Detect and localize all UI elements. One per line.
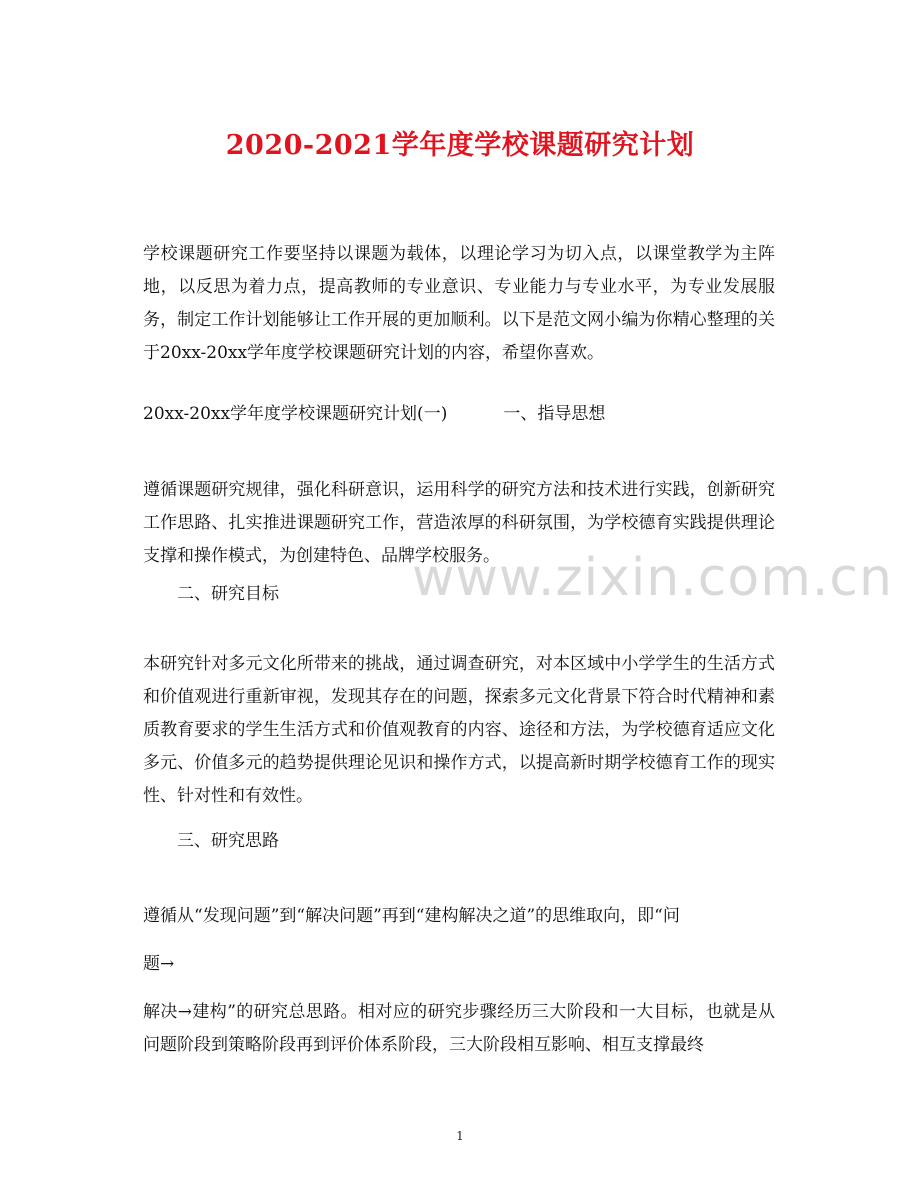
idea-paragraph-line-1: 遵循从“发现问题”到“解决问题”再到“建构解决之道”的思维取向，即“问 bbox=[143, 906, 680, 926]
section-heading-idea: 三、研究思路 bbox=[177, 831, 279, 851]
page-number: 1 bbox=[456, 1129, 464, 1143]
section-heading-goal: 二、研究目标 bbox=[177, 584, 279, 604]
watermark: www.zixin.com.cn bbox=[412, 548, 893, 608]
intro-paragraph: 学校课题研究工作要坚持以课题为载体，以理论学习为切入点，以课堂教学为主阵地，以反思为着力点，提高教师的专业意识、专业能力与专业水平，为专业发展服务，制定工作计划能够让工作开展的更加顺利。以下是范文网小编为你精心整理的关于20xx-20xx学年度学校课题研究计划的内容，希望你喜欢。 bbox=[143, 244, 775, 363]
section-heading-guiding: 一、指导思想 bbox=[503, 404, 606, 424]
guiding-paragraph: 遵循课题研究规律，强化科研意识，运用科学的研究方法和技术进行实践，创新研究工作思路、扎实推进课题研究工作，营造浓厚的科研氛围，为学校德育实践提供理论支撑和操作模式，为创建特色、品牌学校服务。 bbox=[143, 480, 775, 566]
subtitle-left: 20xx-20xx学年度学校课题研究计划(一) bbox=[143, 404, 448, 424]
idea-paragraph-line-2: 题→ bbox=[143, 954, 175, 974]
document-title: 2020-2021学年度学校课题研究计划 bbox=[225, 130, 695, 161]
subtitle-line bbox=[143, 398, 605, 431]
goal-paragraph: 本研究针对多元文化所带来的挑战，通过调查研究，对本区域中小学学生的生活方式和价值观进行重新审视，发现其存在的问题，探索多元文化背景下符合时代精神和素质教育要求的学生生活方式和价值观教育的内容、途径和方法，为学校德育适应文化多元、价值多元的趋势提供理论见识和操作方式，以提高新时期学校德育工作的现实性、针对性和有效性。 bbox=[143, 654, 775, 806]
idea-paragraph-continued: 解决→建构”的研究总思路。相对应的研究步骤经历三大阶段和一大目标，也就是从问题阶段到策略阶段再到评价体系阶段，三大阶段相互影响、相互支撑最终 bbox=[143, 1002, 775, 1055]
